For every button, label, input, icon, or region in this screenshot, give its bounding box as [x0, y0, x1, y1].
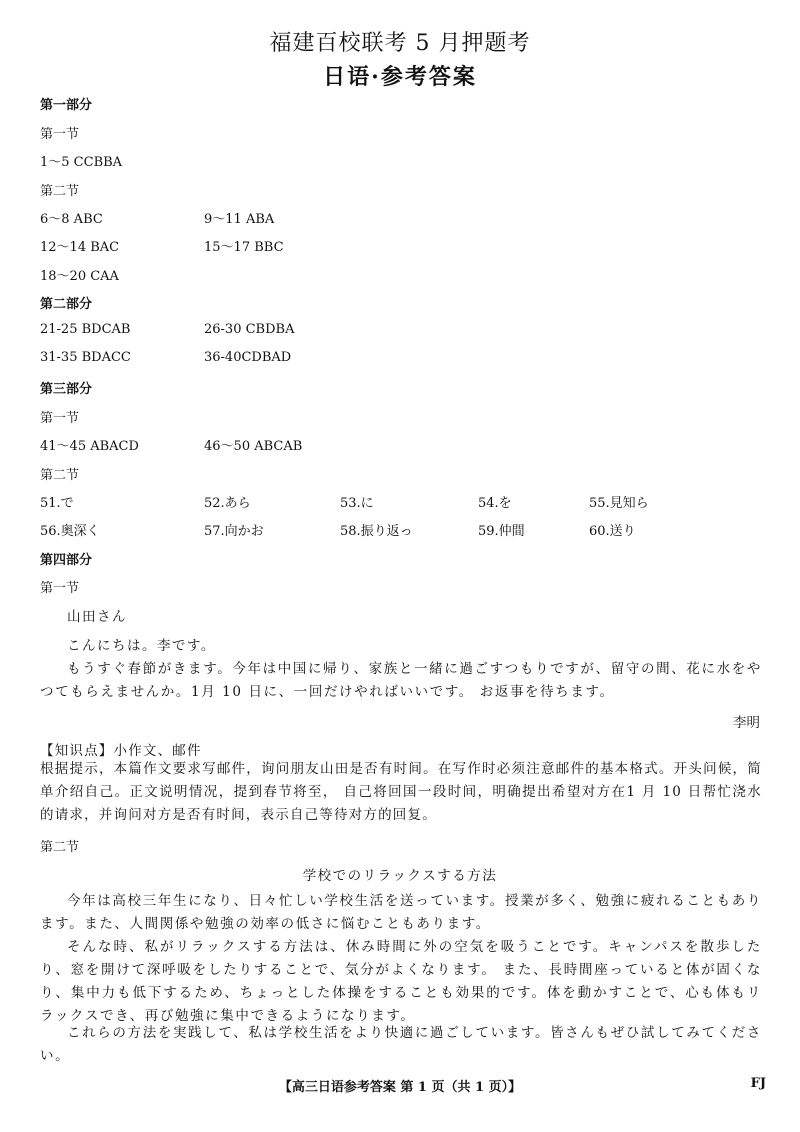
answer-cell: 60.送り [589, 524, 636, 539]
part4-section2-label: 第二节 [40, 840, 80, 855]
answer-cell: 9～11 ABA [204, 212, 275, 227]
region-code: FJ [750, 1076, 766, 1091]
answer-cell: 41～45 ABACD [40, 439, 139, 454]
part2-heading: 第二部分 [40, 297, 93, 312]
letter-signature: 李明 [733, 715, 760, 731]
answer-cell: 12～14 BAC [40, 240, 120, 255]
answer-cell: 57.向かお [204, 524, 264, 539]
answer-cell: 59.仲間 [478, 524, 525, 539]
knowledge-point: 【知识点】小作文、邮件 [40, 743, 202, 759]
part4-heading: 第四部分 [40, 553, 93, 568]
answer-cell: 31-35 BDACC [40, 350, 131, 365]
essay-paragraph: 今年は高校三年生になり、日々忙しい学校生活を送っています。授業が多く、勉強に疲れることもあります。また、人間関係や勉強の効率の低さに悩むこともあります。 [40, 893, 762, 932]
answer-cell: 52.あら [204, 496, 251, 511]
part3-section2-label: 第二节 [40, 468, 80, 483]
answer-cell: 21-25 BDCAB [40, 322, 131, 337]
letter-salutation: 山田さん [67, 609, 127, 625]
letter-body: もうすぐ春節がきます。今年は中国に帰り、家族と一緒に過ごすつもりですが、留守の間、花に水をやつてもらえませんか。1月 10 日に、一回だけやればいいです。 お返事を待ちます。 [40, 661, 762, 700]
essay-paragraph: これらの方法を実践して、私は学校生活をより快適に過ごしています。皆さんもぜひ試してみてください。 [40, 1025, 762, 1064]
answer-cell: 56.奥深く [40, 524, 100, 539]
answer-cell: 15～17 BBC [204, 240, 284, 255]
part3-heading: 第三部分 [40, 382, 93, 397]
answer-cell: 1～5 CCBBA [40, 155, 123, 170]
page-footer: 【高三日语参考答案 第 1 页（共 1 页）】 [278, 1080, 522, 1095]
document-title: 福建百校联考 5 月押题考 [269, 31, 531, 56]
letter-greeting: こんにちは。李です。 [67, 638, 216, 654]
part1-section1-label: 第一节 [40, 127, 80, 142]
essay-paragraph: そんな時、私がリラックスする方法は、休み時間に外の空気を吸うことです。キャンパスを散歩したり、窓を開けて深呼吸をしたりすることで、気分がよくなります。 また、長時間座っていると体が固くなり、集中力も低下するため、ちょっとした体操をすることも効果的です。体を動かすことで、心も体もリラックスでき、再び勉強に集中できるようになります。 [40, 939, 762, 1024]
answer-cell: 54.を [478, 496, 512, 511]
part4-section1-label: 第一节 [40, 581, 80, 596]
answer-cell: 26-30 CBDBA [204, 322, 295, 337]
analysis-text: 根据提示，本篇作文要求写邮件，询问朋友山田是否有时间。在写作时必须注意邮件的基本格式。开头问候，简单介绍自己。正文说明情况，提到春节将至， 自己将回国一段时间，明确提出希望对方在1 月 10 日帮忙浇水的请求，并询问对方是否有时间，表示自己等待对方的回复。 [40, 761, 762, 823]
essay-title: 学校でのリラックスする方法 [302, 868, 498, 884]
answer-cell: 36-40CDBAD [204, 350, 292, 365]
answer-cell: 55.見知ら [589, 496, 649, 511]
answer-cell: 18～20 CAA [40, 269, 119, 284]
part1-heading: 第一部分 [40, 98, 93, 113]
answer-cell: 58.振り返っ [340, 524, 413, 539]
answer-cell: 6～8 ABC [40, 212, 103, 227]
answer-cell: 46～50 ABCAB [204, 439, 303, 454]
part1-section2-label: 第二节 [40, 184, 80, 199]
document-subtitle: 日语·参考答案 [323, 64, 477, 90]
part3-section1-label: 第一节 [40, 411, 80, 426]
answer-cell: 51.で [40, 496, 74, 511]
answer-cell: 53.に [340, 496, 374, 511]
